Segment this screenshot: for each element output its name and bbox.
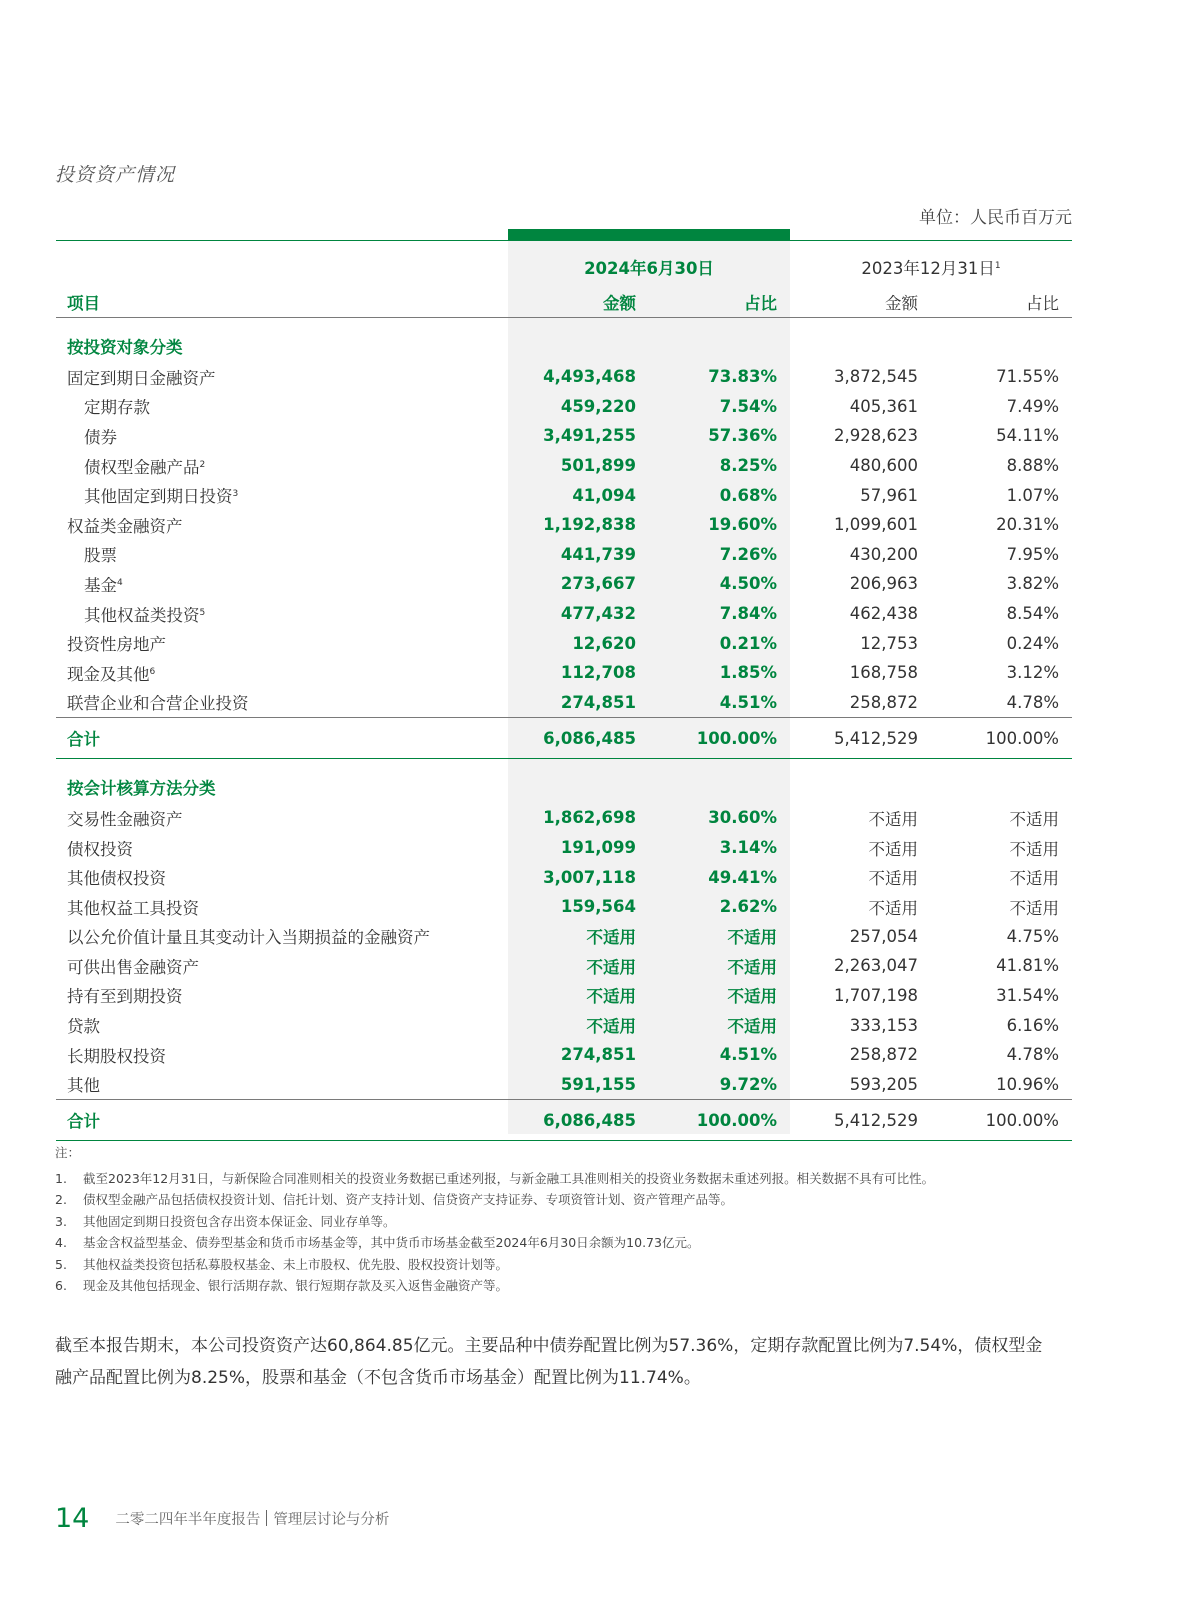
row-label-text: 债权型金融产品: [84, 457, 200, 477]
prev-ratio: 54.11%: [996, 426, 1059, 446]
current-amount: 191,099: [560, 838, 636, 858]
table-row: [56, 658, 1072, 688]
footnote-index: 4.: [55, 1235, 67, 1250]
prev-amount: 12,753: [860, 633, 918, 653]
prev-amount: 57,961: [860, 485, 918, 505]
current-ratio: 4.51%: [719, 692, 777, 712]
current-amount: 1,192,838: [543, 515, 636, 535]
page-number: 14: [55, 1502, 90, 1534]
category-row: [56, 318, 1072, 363]
prev-ratio: 不适用: [1009, 869, 1059, 889]
footnote-text: 截至2023年12月31日，与新保险合同准则相关的投资业务数据已重述列报，与新金融工具准则相关的投资业务数据未重述列报。相关数据不具有可比性。: [83, 1170, 935, 1186]
prev-ratio: 不适用: [1009, 809, 1059, 829]
current-amount: 1,862,698: [543, 808, 636, 828]
row-label: [56, 862, 508, 892]
footnote-text: 债权型金融产品包括债权投资计划、信托计划、资产支持计划、信贷资产支持证券、专项资管计划、资产管理产品等。: [83, 1192, 734, 1207]
total-label: 合计: [56, 718, 508, 759]
prev-amount: 3,872,545: [834, 367, 918, 387]
current-ratio: 4.50%: [719, 574, 777, 594]
row-label-text: 债券: [84, 427, 117, 447]
prev-ratio: 8.88%: [1006, 456, 1059, 476]
footer-report-title: 二零二四年半年度报告: [115, 1511, 261, 1528]
current-ratio: 30.60%: [708, 808, 777, 828]
total-row: [56, 718, 1072, 759]
row-label-text: 投资性房地产: [67, 635, 166, 655]
table-row: [56, 862, 1072, 892]
prev-amount: 不适用: [868, 839, 918, 859]
row-label: [56, 922, 508, 952]
footnote-index: 2.: [55, 1192, 67, 1207]
current-amount: 不适用: [586, 987, 636, 1007]
row-label: [56, 1040, 508, 1070]
current-amount-header: 金额: [508, 287, 649, 318]
row-label-text: 现金及其他: [67, 664, 150, 684]
footnote-item: [55, 1254, 1055, 1276]
prev-date-note: 1: [994, 261, 1001, 271]
current-ratio-header: 占比: [649, 287, 790, 318]
data-table: [56, 241, 1072, 1141]
prev-ratio: 4.75%: [1006, 926, 1059, 946]
current-amount: 274,851: [560, 692, 636, 712]
current-ratio: 不适用: [727, 987, 777, 1007]
total-current-ratio: 100.00%: [649, 718, 790, 759]
prev-ratio: 0.24%: [1006, 633, 1059, 653]
table-row: [56, 922, 1072, 952]
prev-amount: 206,963: [849, 574, 918, 594]
current-amount: 4,493,468: [543, 367, 636, 387]
current-ratio: 2.62%: [719, 897, 777, 917]
footnote-ref: 5: [199, 607, 206, 618]
current-amount: 112,708: [560, 663, 636, 683]
prev-ratio: 41.81%: [996, 956, 1059, 976]
total-label: 合计: [56, 1100, 508, 1141]
current-amount: 159,564: [560, 897, 636, 917]
row-label-text: 固定到期日金融资产: [67, 368, 216, 388]
footnote-ref: 3: [232, 489, 239, 500]
total-current-ratio: 100.00%: [649, 1100, 790, 1141]
row-label-text: 联营企业和合营企业投资: [67, 694, 249, 714]
current-ratio: 不适用: [727, 957, 777, 977]
row-label-text: 股票: [84, 546, 117, 566]
prev-ratio: 7.49%: [1006, 396, 1059, 416]
current-amount: 274,851: [560, 1045, 636, 1065]
table-row: [56, 362, 1072, 392]
current-ratio: 57.36%: [708, 426, 777, 446]
total-prev-amount: 5,412,529: [790, 1100, 931, 1141]
footnote-index: 3.: [55, 1213, 67, 1229]
footnote-text: 其他权益类投资包括私募股权基金、未上市股权、优先股、股权投资计划等。: [83, 1256, 509, 1272]
prev-ratio: 10.96%: [996, 1074, 1059, 1094]
current-amount: 273,667: [560, 574, 636, 594]
table-row: [56, 951, 1072, 981]
current-amount: 477,432: [560, 604, 636, 624]
prev-ratio: 1.07%: [1006, 485, 1059, 505]
prev-ratio: 3.12%: [1006, 663, 1059, 683]
current-ratio: 19.60%: [708, 515, 777, 535]
table-row: [56, 833, 1072, 863]
current-ratio: 不适用: [727, 928, 777, 948]
row-label-text: 其他债权投资: [67, 869, 166, 889]
total-current-amount: 6,086,485: [508, 718, 649, 759]
row-label: [56, 688, 508, 718]
footnote-index: 6.: [55, 1278, 67, 1293]
prev-amount: 不适用: [868, 898, 918, 918]
current-ratio: 7.26%: [719, 544, 777, 564]
table-row: [56, 803, 1072, 833]
category-title: 按投资对象分类: [67, 338, 183, 357]
prev-date-header: [790, 241, 1072, 287]
notes-list: [55, 1168, 1055, 1297]
current-amount: 501,899: [560, 456, 636, 476]
current-amount: 459,220: [560, 396, 636, 416]
row-label: [56, 951, 508, 981]
prev-amount: 593,205: [849, 1074, 918, 1094]
current-ratio: 1.85%: [719, 663, 777, 683]
table-row: [56, 451, 1072, 481]
current-ratio: 0.68%: [719, 485, 777, 505]
row-label: [56, 892, 508, 922]
row-label: [56, 540, 508, 570]
row-label: [56, 480, 508, 510]
section-title: 投资资产情况: [55, 164, 176, 186]
footer-separator: [266, 1510, 267, 1526]
total-current-amount: 6,086,485: [508, 1100, 649, 1141]
prev-ratio: 71.55%: [996, 367, 1059, 387]
current-ratio: 9.72%: [719, 1074, 777, 1094]
unit-label: 单位：人民币百万元: [919, 208, 1072, 228]
footnote-ref: 2: [199, 459, 206, 470]
current-amount: 591,155: [560, 1074, 636, 1094]
prev-amount: 430,200: [849, 544, 918, 564]
table-row: [56, 421, 1072, 451]
current-amount: 不适用: [586, 1017, 636, 1037]
table-row: [56, 688, 1072, 718]
row-label-text: 贷款: [67, 1017, 100, 1037]
row-label-text: 可供出售金融资产: [67, 957, 199, 977]
total-prev-ratio: 100.00%: [931, 718, 1072, 759]
row-label-text: 基金: [84, 575, 117, 595]
table-row: [56, 981, 1072, 1011]
row-label: [56, 1010, 508, 1040]
footnote-item: [55, 1168, 1055, 1190]
table-row: [56, 1069, 1072, 1099]
prev-ratio: 3.82%: [1006, 574, 1059, 594]
current-ratio: 73.83%: [708, 367, 777, 387]
current-amount: 441,739: [560, 544, 636, 564]
current-amount: 不适用: [586, 928, 636, 948]
row-label: [56, 803, 508, 833]
row-label-text: 交易性金融资产: [67, 809, 183, 829]
prev-amount: 258,872: [849, 692, 918, 712]
prev-amount: 168,758: [849, 663, 918, 683]
prev-amount-header: 金额: [790, 287, 931, 318]
footnote-ref: 6: [149, 666, 156, 677]
footnote-text: 其他固定到期日投资包含存出资本保证金、同业存单等。: [83, 1213, 396, 1229]
prev-amount: 480,600: [849, 456, 918, 476]
header-row-columns: [56, 287, 1072, 318]
row-label-text: 其他权益工具投资: [67, 898, 199, 918]
footnotes: [55, 1142, 1055, 1297]
prev-ratio: 8.54%: [1006, 604, 1059, 624]
current-ratio: 0.21%: [719, 633, 777, 653]
row-label: [56, 658, 508, 688]
current-ratio: 7.84%: [719, 604, 777, 624]
table-row: [56, 480, 1072, 510]
row-label: [56, 392, 508, 422]
row-label: [56, 569, 508, 599]
footnote-item: [55, 1189, 1055, 1211]
current-ratio: 不适用: [727, 1017, 777, 1037]
table-row: [56, 628, 1072, 658]
table-row: [56, 569, 1072, 599]
prev-ratio: 不适用: [1009, 839, 1059, 859]
prev-amount: 257,054: [849, 926, 918, 946]
footnote-text: 现金及其他包括现金、银行活期存款、银行短期存款及买入返售金融资产等。: [83, 1278, 509, 1293]
current-amount: 3,007,118: [543, 867, 636, 887]
row-label: [56, 833, 508, 863]
table-row: [56, 599, 1072, 629]
row-label-text: 其他固定到期日投资: [84, 487, 233, 507]
category-row: [56, 759, 1072, 804]
summary-paragraph: 截至本报告期末，本公司投资资产达60,864.85亿元。主要品种中债券配置比例为57.36%，定期存款配置比例为7.54%，债权型金融产品配置比例为8.25%，股票和基金（不包含货币市场基金）配置比例为11.74%。: [55, 1336, 1043, 1388]
page-footer: [55, 1500, 389, 1536]
current-ratio: 7.54%: [719, 396, 777, 416]
row-label-text: 债权投资: [67, 839, 133, 859]
prev-amount: 405,361: [849, 396, 918, 416]
footnote-index: 1.: [55, 1170, 67, 1186]
prev-ratio: 31.54%: [996, 985, 1059, 1005]
current-amount: 41,094: [572, 485, 636, 505]
table-row: [56, 510, 1072, 540]
footnote-ref: 4: [117, 577, 123, 588]
row-label: [56, 510, 508, 540]
prev-ratio-header: 占比: [931, 287, 1072, 318]
category-title: 按会计核算方法分类: [67, 779, 216, 799]
current-date-header: 2024年6月30日: [584, 259, 714, 278]
row-label-text: 持有至到期投资: [67, 987, 183, 1007]
prev-amount: 333,153: [849, 1015, 918, 1035]
current-amount: 12,620: [572, 633, 636, 653]
footnote-item: [55, 1275, 1055, 1297]
row-label: [56, 362, 508, 392]
prev-ratio: 4.78%: [1006, 692, 1059, 712]
footnote-item: [55, 1232, 1055, 1254]
row-label-text: 其他: [67, 1076, 100, 1096]
prev-ratio: 20.31%: [996, 515, 1059, 535]
prev-ratio: 不适用: [1009, 898, 1059, 918]
total-prev-ratio: 100.00%: [931, 1100, 1072, 1141]
footnote-item: [55, 1211, 1055, 1233]
prev-amount: 1,099,601: [834, 515, 918, 535]
row-label-text: 以公允价值计量且其变动计入当期损益的金融资产: [67, 928, 430, 948]
prev-amount: 258,872: [849, 1045, 918, 1065]
table-row: [56, 1040, 1072, 1070]
current-ratio: 8.25%: [719, 456, 777, 476]
current-ratio: 3.14%: [719, 838, 777, 858]
prev-amount: 2,928,623: [834, 426, 918, 446]
row-label-text: 权益类金融资产: [67, 516, 183, 536]
prev-amount: 462,438: [849, 604, 918, 624]
notes-head: 注：: [55, 1145, 81, 1160]
table-row: [56, 892, 1072, 922]
current-amount: 不适用: [586, 957, 636, 977]
row-label: [56, 1069, 508, 1099]
footnote-index: 5.: [55, 1256, 67, 1272]
prev-amount: 不适用: [868, 809, 918, 829]
prev-ratio: 7.95%: [1006, 544, 1059, 564]
header-row-dates: [56, 241, 1072, 287]
total-prev-amount: 5,412,529: [790, 718, 931, 759]
prev-ratio: 6.16%: [1006, 1015, 1059, 1035]
footnote-text: 基金含权益型基金、债券型基金和货币市场基金等，其中货币市场基金截至2024年6月30日余额为10.73亿元。: [83, 1235, 700, 1250]
prev-amount: 不适用: [868, 869, 918, 889]
total-row: [56, 1100, 1072, 1141]
current-amount: 3,491,255: [543, 426, 636, 446]
row-label-text: 定期存款: [84, 398, 150, 418]
prev-amount: 1,707,198: [834, 985, 918, 1005]
row-label: [56, 599, 508, 629]
prev-amount: 2,263,047: [834, 956, 918, 976]
footer-chapter: 管理层讨论与分析: [273, 1511, 390, 1528]
prev-ratio: 4.78%: [1006, 1045, 1059, 1065]
row-label: [56, 628, 508, 658]
current-ratio: 4.51%: [719, 1045, 777, 1065]
row-label: [56, 981, 508, 1011]
row-label: [56, 451, 508, 481]
table-row: [56, 540, 1072, 570]
current-ratio: 49.41%: [708, 867, 777, 887]
item-column-header: 项目: [56, 287, 508, 318]
row-label: [56, 421, 508, 451]
table-row: [56, 392, 1072, 422]
row-label-text: 其他权益类投资: [84, 605, 200, 625]
row-label-text: 长期股权投资: [67, 1046, 166, 1066]
prev-date-text: 2023年12月31日: [861, 259, 995, 278]
table-row: [56, 1010, 1072, 1040]
